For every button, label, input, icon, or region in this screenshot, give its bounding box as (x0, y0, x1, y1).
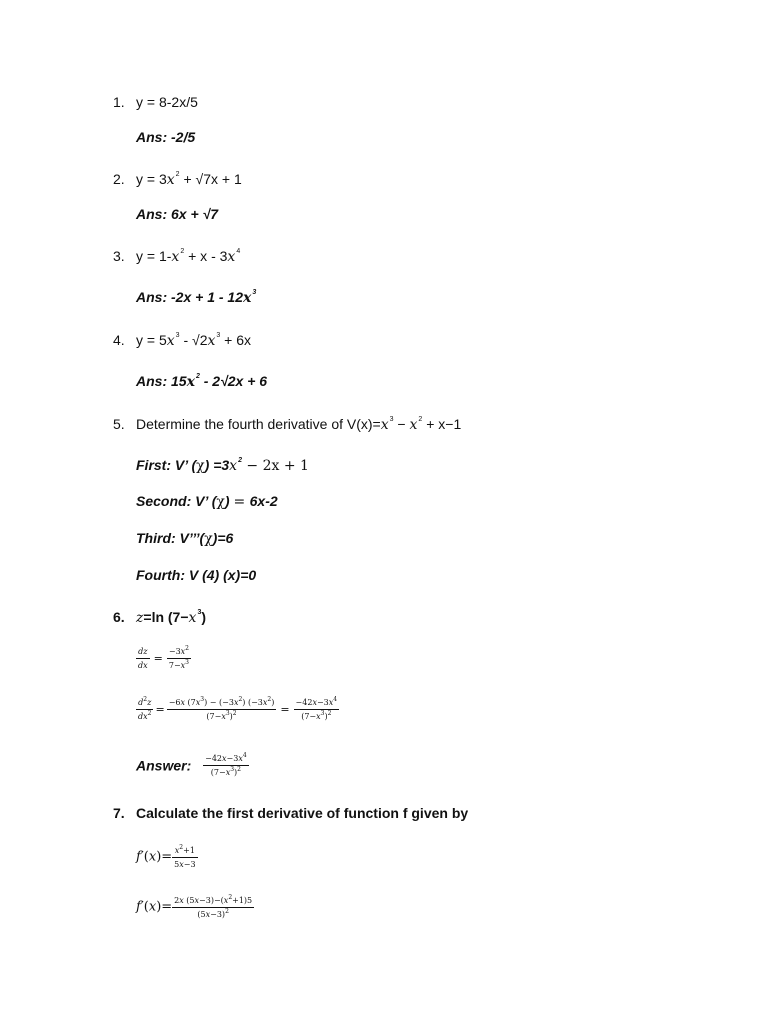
quotient-rule-fraction: $\frac{-6x (7x^3) - (-3x^2) (-3x^2)}{(7-x^3)^2}$ (168, 696, 275, 721)
problem-equation: Determine the fourth derivative of $V(x)=x^3 - x^2 + x-1$ (136, 416, 462, 433)
answer-label: Answer: (136, 757, 192, 774)
problem-2-answer: Ans: 6x + √7 (136, 206, 218, 222)
problem-number: 1. (113, 94, 125, 110)
d2z-dx2: $\frac{d^2z}{dx^2}$ (138, 696, 152, 721)
problem-1-answer: Ans: -2/5 (136, 129, 196, 145)
problem-statement: Calculate the first derivative of function f given by (136, 805, 469, 821)
problem-equation: $y = 5x^3 - √2x^3 + 6x$ (136, 332, 252, 349)
derivative-third: Third: V’’’(χ)=6 (136, 530, 234, 547)
problem-number: 3. (113, 248, 125, 264)
problem-equation: z=ln $(7-x^3)$ (136, 609, 207, 626)
problem-number: 6. (113, 609, 125, 625)
problem-equation: $y = 1-x^2 + x - 3x^4$ (136, 248, 241, 265)
dz-dx: $\frac{dz}{dx}$ (138, 647, 148, 670)
f-prime-row-1: f′(x)= $\frac{x^2+1}{5x-3}$ (136, 844, 196, 869)
answer-fraction: $\frac{-42x-3x^4}{(7-x^3)^2}$ (205, 752, 247, 777)
first-derivative-row: $\frac{dz}{dx}$ = $\frac{-3x^2}{7-x^3}$ (138, 645, 189, 670)
first-derivative-fraction: $\frac{-3x^2}{7-x^3}$ (168, 645, 189, 670)
problem-number: 4. (113, 332, 125, 348)
problem-equation: y = 8-2x/5 (136, 94, 198, 110)
problem-3-answer: Ans: $-2x + 1 - 12x^3$ (136, 289, 257, 306)
derivative-second: Second: V’ (χ) = 6x-2 (136, 493, 278, 510)
problem-equation: $y = 3x^2 + √7x + 1$ (136, 171, 242, 188)
problem-4-answer: Ans: $15x^2 - 2√2x + 6$ (136, 373, 268, 390)
problem-number: 5. (113, 416, 125, 432)
second-derivative-result: $\frac{-42x-3x^4}{(7-x^3)^2}$ (295, 696, 338, 721)
f-prime-row-2: f′(x)= $\frac{2x (5x-3)-(x^2+1)5}{(5x-3)^2}$ (136, 894, 253, 919)
problem-number: 2. (113, 171, 125, 187)
second-derivative-row: $\frac{d^2z}{dx^2}$ = $\frac{-6x (7x^3) - (-3x^2) (-3x^2)}{(7-x^3)^2}$ = $\frac{-42x-3x^4}{(7-x^3)^2}$ (138, 696, 338, 721)
derivative-first: First: V’ $(\chi) =3x^2 - 2x + 1$ (136, 457, 309, 474)
derivative-fourth: Fourth: V (4) (x)=0 (136, 567, 257, 583)
problem-6-answer-row (136, 753, 249, 778)
problem-number: 7. (113, 805, 125, 821)
f-prime-fraction-2: $\frac{2x (5x-3)-(x^2+1)5}{(5x-3)^2}$ (174, 894, 253, 919)
f-prime-fraction-1: $\frac{x^2+1}{5x-3}$ (174, 844, 196, 869)
